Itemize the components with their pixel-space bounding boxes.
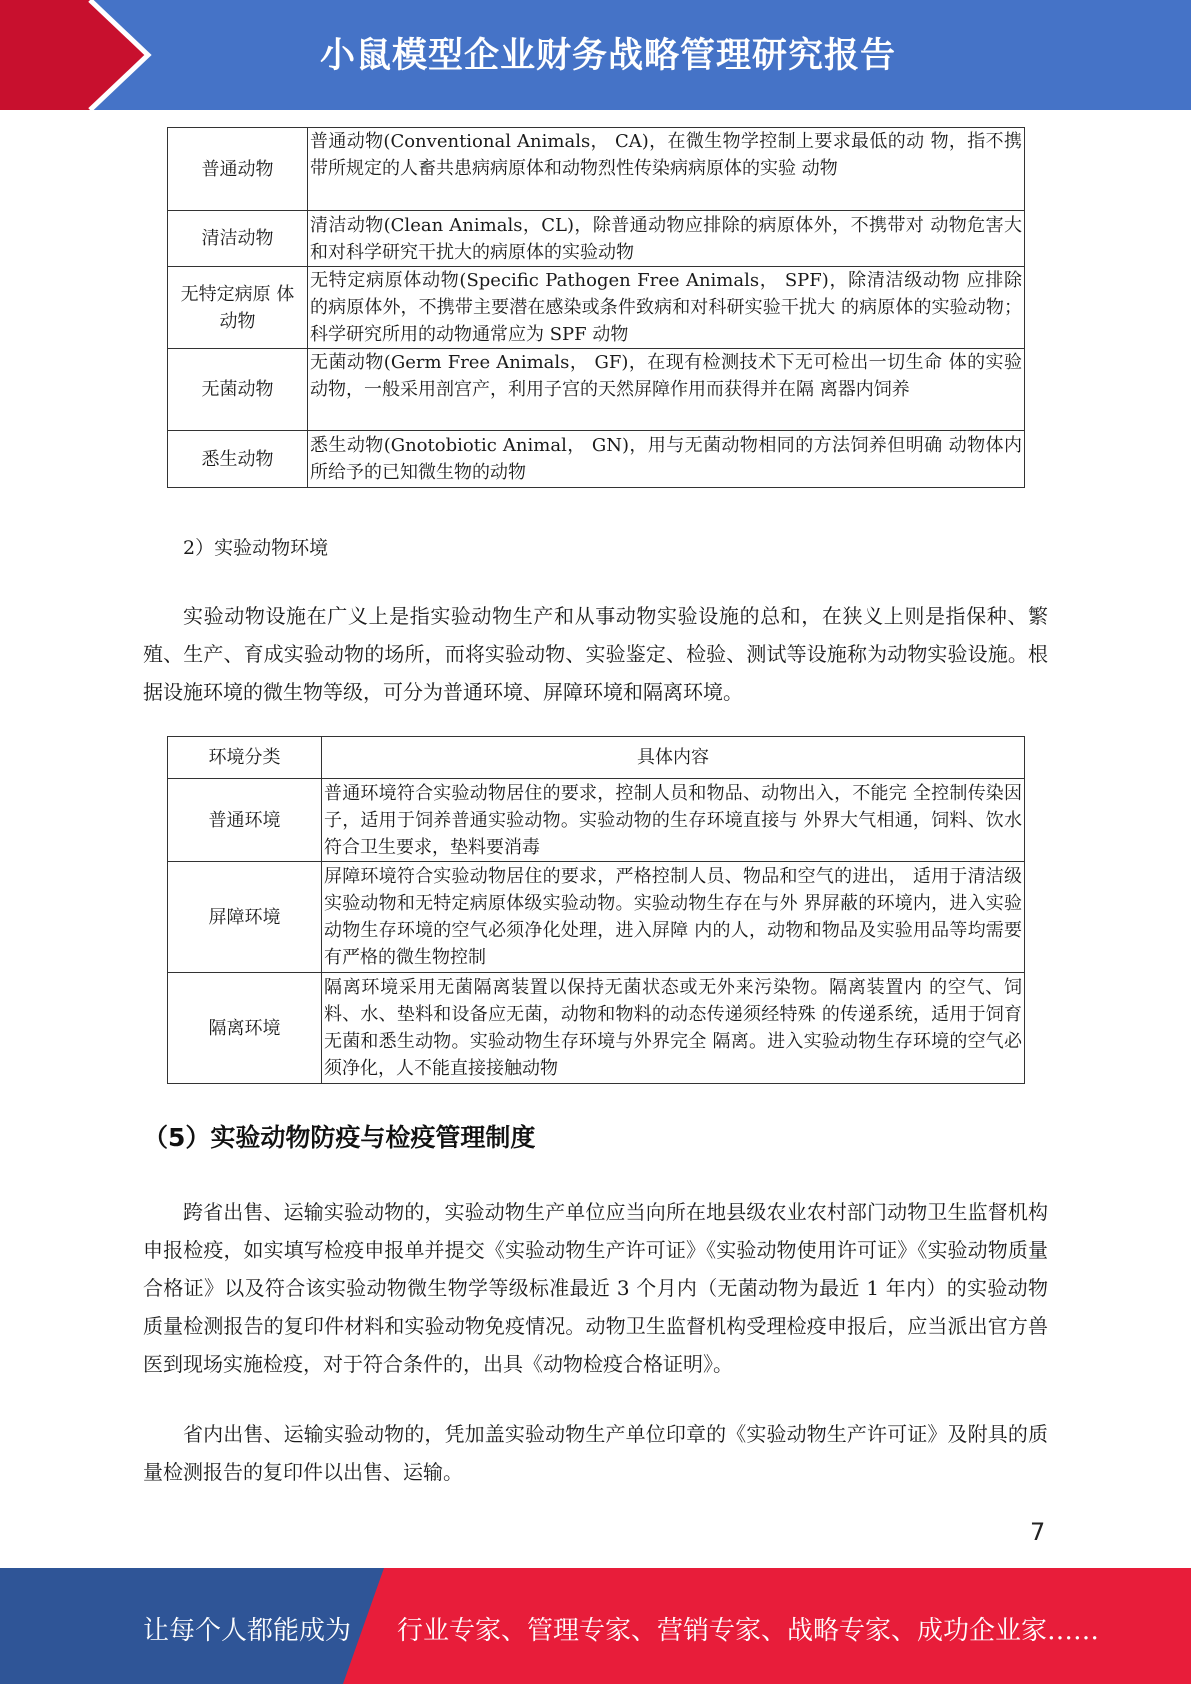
table-row [168,267,1025,349]
table-row [168,431,1025,488]
table-cell-description: 悉生动物(Gnotobiotic Animal， GN)，用与无菌动物相同的方法饲养但明确 动物体内所给予的已知微生物的动物 [308,431,1025,488]
env-paragraph: 实验动物设施在广义上是指实验动物生产和从事动物实验设施的总和，在狭义上则是指保种、繁殖、生产、育成实验动物的场所，而将实验动物、实验鉴定、检验、测试等设施称为动物实验设施。根据设施环境的微生物等级，可分为普通环境、屏障环境和隔离环境。 [143,604,1048,704]
intra-province-paragraph: 省内出售、运输实验动物的，凭加盖实验动物生产单位印章的《实验动物生产许可证》及附具的质量检测报告的复印件以出售、运输。 [143,1422,1048,1484]
table-cell-description: 无特定病原体动物(Specific Pathogen Free Animals， SPF)，除清洁级动物 应排除的病原体外，不携带主要潜在感染或条件致病和对科研实验干扰大 的病原体的实验动物；科学研究所用的动物通常应为 SPF 动物 [308,267,1025,349]
table-header-category: 环境分类 [168,737,322,779]
table-cell-description: 无菌动物(Germ Free Animals， GF)，在现有检测技术下无可检出一切生命 体的实验动物，一般采用剖宫产，利用子宫的天然屏障作用而获得并在隔 离器内饲养 [308,349,1025,431]
table-header-content: 具体内容 [322,737,1025,779]
table-cell-description: 清洁动物(Clean Animals，CL)，除普通动物应排除的病原体外，不携带对 动物危害大和对科学研究干扰大的病原体的实验动物 [308,211,1025,267]
table-row [168,973,1025,1084]
table-cell-category: 无菌动物 [168,349,308,431]
animal-category-table [167,127,1025,488]
table-row [168,349,1025,431]
table-cell-category: 清洁动物 [168,211,308,267]
table-cell-category: 普通环境 [168,779,322,862]
table-cell-category: 悉生动物 [168,431,308,488]
table-cell-category: 隔离环境 [168,973,322,1084]
header-chevron-decoration [0,0,160,110]
page-number: 7 [1030,1518,1046,1546]
footer-slogan-right: 行业专家、管理专家、营销专家、战略专家、成功企业家…… [397,1616,1100,1646]
table-cell-description: 普通动物(Conventional Animals， CA)，在微生物学控制上要求最低的动 物，指不携带所规定的人畜共患病病原体和动物烈性传染病病原体的实验 动物 [308,128,1025,211]
table-cell-description: 普通环境符合实验动物居住的要求，控制人员和物品、动物出入，不能完 全控制传染因子，适用于饲养普通实验动物。实验动物的生存环境直接与 外界大气相通，饲料、饮水符合卫生要求，垫料要消毒 [322,779,1025,862]
table-row [168,779,1025,862]
table-cell-category: 无特定病原 体动物 [168,267,308,349]
table-row [168,211,1025,267]
environment-table [167,736,1025,1084]
page-footer [0,1568,1191,1684]
header-title: 小鼠模型企业财务战略管理研究报告 [320,36,897,76]
inter-province-paragraph: 跨省出售、运输实验动物的，实验动物生产单位应当向所在地县级农业农村部门动物卫生监督机构申报检疫，如实填写检疫申报单并提交《实验动物生产许可证》《实验动物使用许可证》《实验动物质量合格证》以及符合该实验动物微生物学等级标准最近 3 个月内（无菌动物为最近 1 年内）的实验动物质量检测报告的复印件材料和实验动物免疫情况。动物卫生监督机构受理检疫申报后，应当派出官方兽医到现场实施检疫，对于符合条件的，出具《动物检疫合格证明》。 [143,1200,1048,1376]
table-cell-category: 普通动物 [168,128,308,211]
table-cell-category: 屏障环境 [168,862,322,973]
table-header-row [168,737,1025,779]
page-header [0,0,1191,110]
table-cell-description: 隔离环境采用无菌隔离装置以保持无菌状态或无外来污染物。隔离装置内 的空气、饲料、水、垫料和设备应无菌，动物和物料的动态传递须经特殊 的传递系统，适用于饲育无菌和悉生动物。实验动物生存环境与外界完全 隔离。进入实验动物生存环境的空气必须净化，人不能直接接触动物 [322,973,1025,1084]
table-cell-description: 屏障环境符合实验动物居住的要求，严格控制人员、物品和空气的进出， 适用于清洁级实验动物和无特定病原体级实验动物。实验动物生存在与外 界屏蔽的环境内，进入实验动物生存环境的空气必须净化处理，进入屏障 内的人，动物和物品及实验用品等均需要有严格的微生物控制 [322,862,1025,973]
table-row [168,128,1025,211]
table-row [168,862,1025,973]
env-subheading: 2）实验动物环境 [183,537,329,559]
footer-slogan-left: 让每个人都能成为 [143,1616,352,1646]
section-heading: （5）实验动物防疫与检疫管理制度 [143,1123,536,1152]
